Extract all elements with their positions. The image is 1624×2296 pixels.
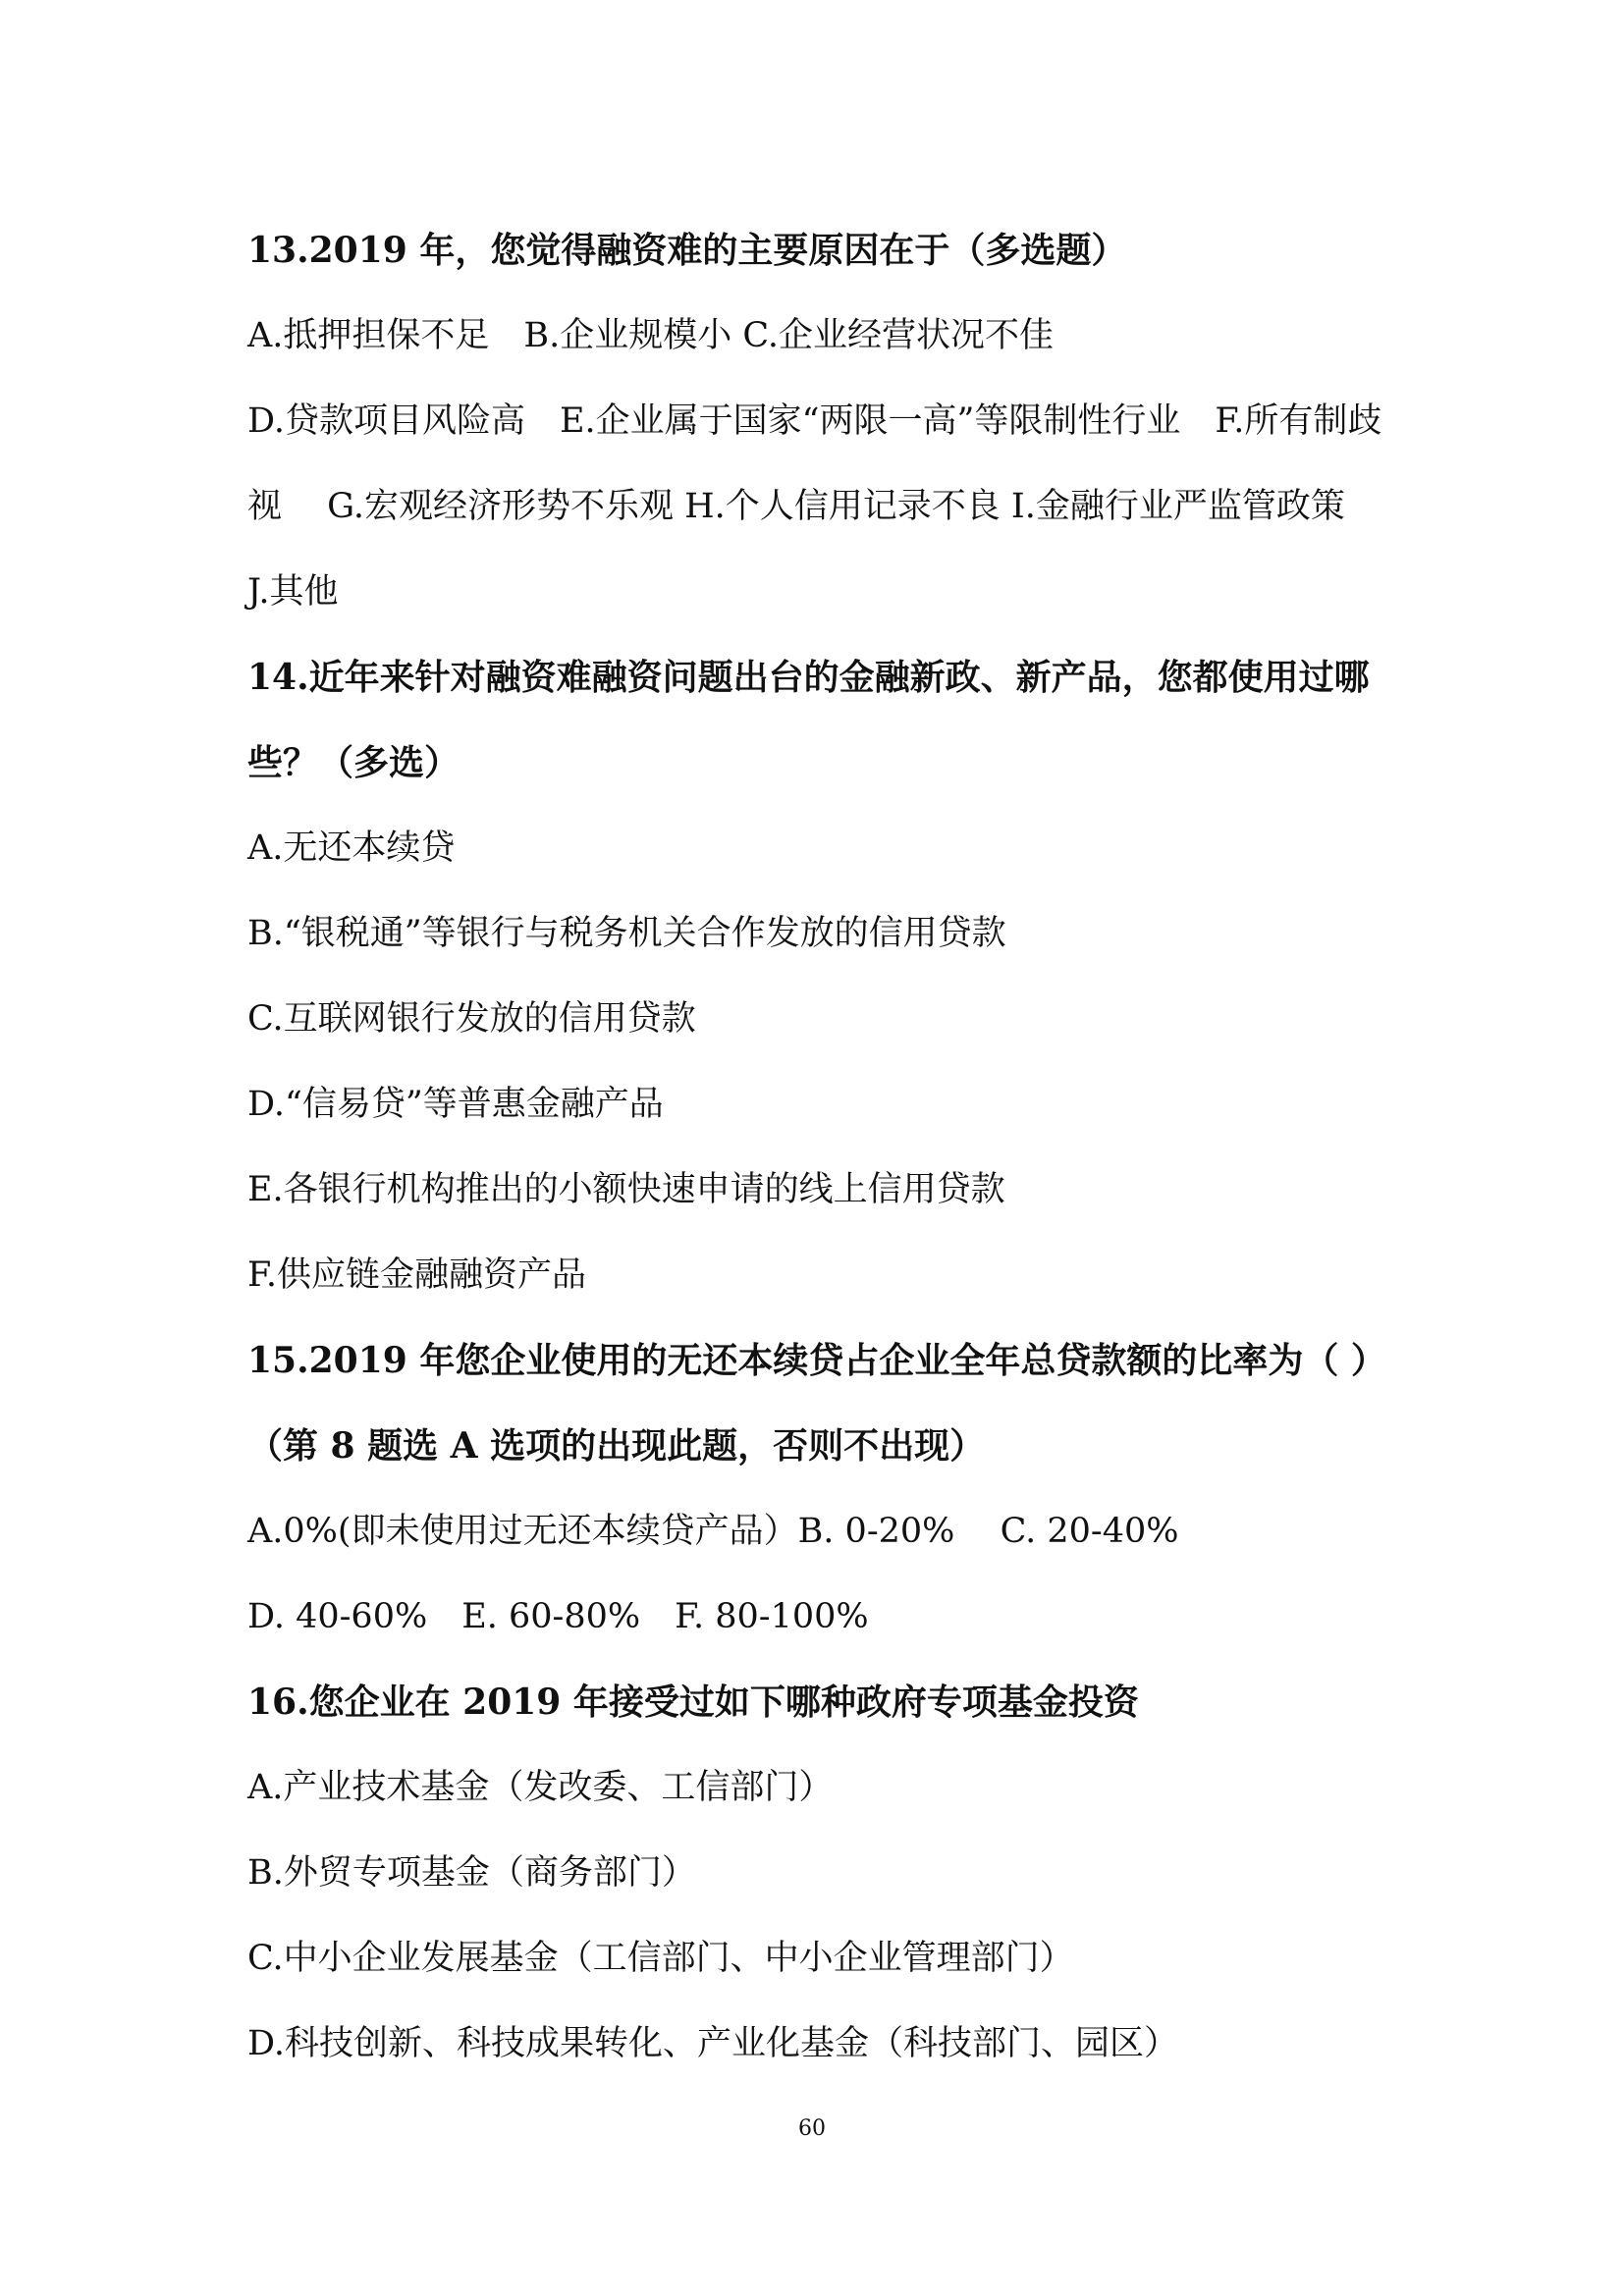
question-14-option-e: E.各银行机构推出的小额快速申请的线上信用贷款: [247, 1170, 1005, 1209]
question-16-option-b: B.外贸专项基金（商务部门）: [247, 1853, 696, 1893]
question-13-options-line-1: A.抵押担保不足 B.企业规模小 C.企业经营状况不佳: [247, 316, 1055, 355]
question-14-option-f: F.供应链金融融资产品: [247, 1255, 586, 1295]
question-16-option-a: A.产业技术基金（发改委、工信部门）: [247, 1768, 834, 1807]
question-14-option-d: D.“信易贷”等普惠金融产品: [247, 1085, 664, 1124]
question-15-title: 15.2019 年您企业使用的无还本续贷占企业全年总贷款额的比率为（ ）（第 8 题选 A 选项的出现此题，否则不出现）: [247, 1340, 1386, 1467]
question-14-option-c: C.互联网银行发放的信用贷款: [247, 999, 696, 1039]
question-16-title: 16.您企业在 2019 年接受过如下哪种政府专项基金投资: [247, 1682, 1139, 1723]
question-16-option-d: D.科技创新、科技成果转化、产业化基金（科技部门、园区）: [247, 2024, 1178, 2063]
question-14-option-b: B.“银税通”等银行与税务机关合作发放的信用贷款: [247, 914, 1006, 953]
question-15-options-line-2: D. 40-60% E. 60-80% F. 80-100%: [247, 1597, 869, 1636]
document-page: [247, 208, 1386, 2087]
question-14-title: 14.近年来针对融资难融资问题出台的金融新政、新产品，您都使用过哪些？（多选）: [247, 657, 1370, 783]
page-number: 60: [798, 2116, 826, 2141]
question-15-options-line-1: A.0%(即未使用过无还本续贷产品）B. 0-20% C. 20-40%: [247, 1512, 1179, 1551]
question-16-option-c: C.中小企业发展基金（工信部门、中小企业管理部门）: [247, 1939, 1074, 1978]
question-14-option-a: A.无还本续贷: [247, 828, 456, 868]
question-13-options-line-2: D.贷款项目风险高 E.企业属于国家“两限一高”等限制性行业 F.所有制歧视 G.宏观经济形势不乐观 H.个人信用记录不良 I.金融行业严监管政策 J.其他: [247, 401, 1382, 612]
question-13-title: 13.2019 年，您觉得融资难的主要原因在于（多选题）: [247, 230, 1127, 271]
